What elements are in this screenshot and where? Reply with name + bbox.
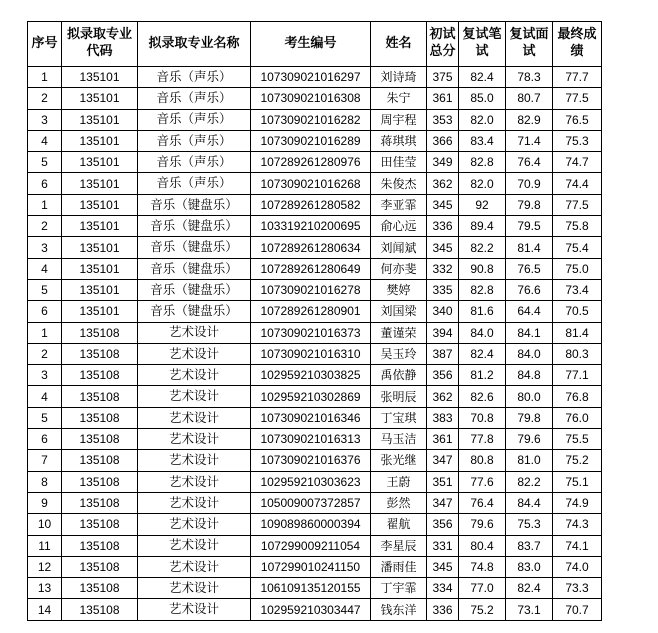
table-row: [28, 216, 602, 237]
header-prelim-total: 初试总分: [427, 22, 459, 67]
cell-retest-written: 77.6: [459, 471, 506, 492]
cell-retest-written: 77.0: [459, 578, 506, 599]
cell-major-name: 音乐（键盘乐）: [138, 194, 251, 215]
cell-retest-written: 81.2: [459, 365, 506, 386]
cell-final-score: 74.4: [553, 173, 602, 194]
cell-exam-id: 107299009211054: [251, 535, 371, 556]
cell-major-name: 艺术设计: [138, 492, 251, 513]
cell-prelim-total: 383: [427, 407, 459, 428]
cell-exam-id: 105009007372857: [251, 492, 371, 513]
table-row: [28, 599, 602, 620]
cell-major-code: 135108: [62, 514, 138, 535]
header-final-score: 最终成绩: [553, 22, 602, 67]
cell-prelim-total: 361: [427, 429, 459, 450]
cell-exam-id: 107289261280649: [251, 258, 371, 279]
cell-major-name: 音乐（声乐）: [138, 67, 251, 88]
cell-retest-written: 80.4: [459, 535, 506, 556]
cell-major-code: 135101: [62, 67, 138, 88]
cell-major-name: 艺术设计: [138, 450, 251, 471]
cell-prelim-total: 361: [427, 88, 459, 109]
cell-retest-interview: 79.6: [506, 429, 553, 450]
cell-prelim-total: 345: [427, 194, 459, 215]
table-row: [28, 365, 602, 386]
cell-seq: 13: [28, 578, 62, 599]
cell-major-code: 135108: [62, 556, 138, 577]
cell-final-score: 81.4: [553, 322, 602, 343]
cell-prelim-total: 351: [427, 471, 459, 492]
cell-retest-written: 82.4: [459, 343, 506, 364]
cell-major-name: 音乐（键盘乐）: [138, 237, 251, 258]
cell-final-score: 77.5: [553, 88, 602, 109]
cell-major-name: 艺术设计: [138, 535, 251, 556]
table-row: [28, 386, 602, 407]
cell-retest-written: 82.4: [459, 67, 506, 88]
cell-major-name: 艺术设计: [138, 556, 251, 577]
cell-major-name: 音乐（键盘乐）: [138, 279, 251, 300]
cell-major-code: 135108: [62, 407, 138, 428]
cell-seq: 3: [28, 237, 62, 258]
cell-name: 丁宝琪: [371, 407, 427, 428]
cell-major-name: 音乐（键盘乐）: [138, 301, 251, 322]
cell-final-score: 74.3: [553, 514, 602, 535]
header-seq: 序号: [28, 22, 62, 67]
cell-name: 蒋琪琪: [371, 130, 427, 151]
cell-major-name: 音乐（声乐）: [138, 130, 251, 151]
header-retest-written: 复试笔试: [459, 22, 506, 67]
table-row: [28, 492, 602, 513]
table-row: [28, 471, 602, 492]
table-row: [28, 109, 602, 130]
cell-major-name: 艺术设计: [138, 514, 251, 535]
cell-name: 翟航: [371, 514, 427, 535]
cell-seq: 9: [28, 492, 62, 513]
table-row: [28, 301, 602, 322]
cell-major-name: 音乐（键盘乐）: [138, 216, 251, 237]
cell-final-score: 73.3: [553, 578, 602, 599]
cell-seq: 4: [28, 386, 62, 407]
cell-prelim-total: 336: [427, 599, 459, 620]
cell-exam-id: 107309021016282: [251, 109, 371, 130]
cell-retest-interview: 76.4: [506, 152, 553, 173]
cell-retest-written: 82.0: [459, 173, 506, 194]
cell-exam-id: 102959210303825: [251, 365, 371, 386]
cell-name: 张明辰: [371, 386, 427, 407]
cell-major-code: 135101: [62, 130, 138, 151]
cell-name: 刘闻斌: [371, 237, 427, 258]
table-row: [28, 279, 602, 300]
cell-exam-id: 107289261280582: [251, 194, 371, 215]
cell-prelim-total: 349: [427, 152, 459, 173]
cell-retest-written: 90.8: [459, 258, 506, 279]
cell-major-code: 135101: [62, 258, 138, 279]
cell-name: 朱俊杰: [371, 173, 427, 194]
cell-major-name: 艺术设计: [138, 429, 251, 450]
cell-major-name: 艺术设计: [138, 578, 251, 599]
cell-major-name: 音乐（声乐）: [138, 88, 251, 109]
cell-final-score: 75.3: [553, 130, 602, 151]
cell-final-score: 75.5: [553, 429, 602, 450]
cell-major-name: 音乐（键盘乐）: [138, 258, 251, 279]
cell-name: 俞心远: [371, 216, 427, 237]
cell-retest-interview: 84.8: [506, 365, 553, 386]
cell-retest-interview: 79.8: [506, 194, 553, 215]
cell-prelim-total: 347: [427, 450, 459, 471]
cell-major-code: 135101: [62, 109, 138, 130]
cell-name: 何亦斐: [371, 258, 427, 279]
header-major-name: 拟录取专业名称: [138, 22, 251, 67]
cell-final-score: 70.7: [553, 599, 602, 620]
cell-prelim-total: 394: [427, 322, 459, 343]
cell-retest-written: 83.4: [459, 130, 506, 151]
cell-final-score: 76.8: [553, 386, 602, 407]
cell-final-score: 74.1: [553, 535, 602, 556]
header-retest-interview: 复试面试: [506, 22, 553, 67]
cell-seq: 5: [28, 152, 62, 173]
cell-seq: 6: [28, 301, 62, 322]
cell-major-name: 音乐（声乐）: [138, 109, 251, 130]
cell-retest-interview: 84.4: [506, 492, 553, 513]
cell-retest-interview: 84.0: [506, 343, 553, 364]
cell-retest-interview: 79.5: [506, 216, 553, 237]
cell-seq: 5: [28, 279, 62, 300]
cell-major-name: 音乐（声乐）: [138, 173, 251, 194]
cell-exam-id: 109089860000394: [251, 514, 371, 535]
cell-seq: 1: [28, 322, 62, 343]
cell-major-code: 135101: [62, 237, 138, 258]
table-row: [28, 67, 602, 88]
cell-prelim-total: 335: [427, 279, 459, 300]
cell-prelim-total: 387: [427, 343, 459, 364]
cell-major-name: 艺术设计: [138, 343, 251, 364]
cell-retest-interview: 82.4: [506, 578, 553, 599]
cell-final-score: 75.2: [553, 450, 602, 471]
cell-name: 朱宁: [371, 88, 427, 109]
cell-major-code: 135108: [62, 471, 138, 492]
table-row: [28, 535, 602, 556]
cell-retest-interview: 83.7: [506, 535, 553, 556]
cell-name: 李星辰: [371, 535, 427, 556]
cell-final-score: 76.5: [553, 109, 602, 130]
cell-retest-interview: 64.4: [506, 301, 553, 322]
cell-major-code: 135101: [62, 88, 138, 109]
cell-name: 吴玉玲: [371, 343, 427, 364]
cell-major-name: 艺术设计: [138, 407, 251, 428]
cell-exam-id: 107309021016346: [251, 407, 371, 428]
cell-name: 潘雨佳: [371, 556, 427, 577]
cell-seq: 10: [28, 514, 62, 535]
cell-final-score: 74.9: [553, 492, 602, 513]
cell-major-code: 135108: [62, 535, 138, 556]
cell-major-code: 135108: [62, 343, 138, 364]
cell-major-code: 135108: [62, 429, 138, 450]
cell-seq: 12: [28, 556, 62, 577]
cell-prelim-total: 362: [427, 173, 459, 194]
cell-prelim-total: 345: [427, 556, 459, 577]
cell-exam-id: 107289261280976: [251, 152, 371, 173]
cell-retest-interview: 76.6: [506, 279, 553, 300]
table-row: [28, 407, 602, 428]
cell-seq: 1: [28, 194, 62, 215]
cell-final-score: 76.0: [553, 407, 602, 428]
cell-prelim-total: 331: [427, 535, 459, 556]
cell-final-score: 70.5: [553, 301, 602, 322]
cell-retest-interview: 83.0: [506, 556, 553, 577]
cell-retest-written: 82.8: [459, 152, 506, 173]
cell-prelim-total: 334: [427, 578, 459, 599]
header-name: 姓名: [371, 22, 427, 67]
cell-seq: 3: [28, 109, 62, 130]
cell-major-name: 艺术设计: [138, 599, 251, 620]
table-row: [28, 450, 602, 471]
cell-name: 董谨荣: [371, 322, 427, 343]
table-row: [28, 88, 602, 109]
cell-exam-id: 107309021016289: [251, 130, 371, 151]
cell-name: 禹依静: [371, 365, 427, 386]
cell-exam-id: 106109135120155: [251, 578, 371, 599]
cell-retest-interview: 84.1: [506, 322, 553, 343]
cell-retest-written: 82.6: [459, 386, 506, 407]
cell-seq: 2: [28, 216, 62, 237]
cell-final-score: 75.4: [553, 237, 602, 258]
cell-final-score: 75.8: [553, 216, 602, 237]
table-row: [28, 258, 602, 279]
table-row: [28, 152, 602, 173]
cell-exam-id: 107309021016310: [251, 343, 371, 364]
cell-major-name: 艺术设计: [138, 322, 251, 343]
table-row: [28, 578, 602, 599]
cell-name: 彭然: [371, 492, 427, 513]
cell-prelim-total: 375: [427, 67, 459, 88]
cell-seq: 4: [28, 130, 62, 151]
admission-table: [27, 21, 602, 621]
cell-final-score: 77.1: [553, 365, 602, 386]
cell-name: 马玉洁: [371, 429, 427, 450]
cell-major-name: 音乐（声乐）: [138, 152, 251, 173]
cell-retest-written: 82.8: [459, 279, 506, 300]
cell-retest-interview: 82.2: [506, 471, 553, 492]
cell-name: 樊婷: [371, 279, 427, 300]
cell-retest-written: 77.8: [459, 429, 506, 450]
cell-seq: 5: [28, 407, 62, 428]
cell-retest-interview: 80.0: [506, 386, 553, 407]
cell-exam-id: 107309021016313: [251, 429, 371, 450]
cell-prelim-total: 362: [427, 386, 459, 407]
cell-exam-id: 102959210303623: [251, 471, 371, 492]
cell-seq: 14: [28, 599, 62, 620]
cell-final-score: 75.1: [553, 471, 602, 492]
cell-exam-id: 107309021016268: [251, 173, 371, 194]
cell-retest-written: 82.2: [459, 237, 506, 258]
cell-major-name: 艺术设计: [138, 386, 251, 407]
cell-exam-id: 102959210302869: [251, 386, 371, 407]
cell-name: 李亚霏: [371, 194, 427, 215]
cell-retest-written: 74.8: [459, 556, 506, 577]
cell-major-code: 135108: [62, 599, 138, 620]
cell-retest-written: 85.0: [459, 88, 506, 109]
cell-final-score: 74.7: [553, 152, 602, 173]
cell-seq: 2: [28, 88, 62, 109]
cell-prelim-total: 336: [427, 216, 459, 237]
table-row: [28, 194, 602, 215]
cell-retest-written: 75.2: [459, 599, 506, 620]
cell-name: 钱东洋: [371, 599, 427, 620]
cell-retest-written: 80.8: [459, 450, 506, 471]
cell-major-code: 135108: [62, 450, 138, 471]
table-row: [28, 237, 602, 258]
cell-seq: 11: [28, 535, 62, 556]
cell-retest-interview: 82.9: [506, 109, 553, 130]
table-row: [28, 514, 602, 535]
cell-exam-id: 107309021016308: [251, 88, 371, 109]
cell-final-score: 73.4: [553, 279, 602, 300]
cell-prelim-total: 366: [427, 130, 459, 151]
cell-prelim-total: 356: [427, 514, 459, 535]
cell-final-score: 77.5: [553, 194, 602, 215]
cell-retest-written: 89.4: [459, 216, 506, 237]
cell-final-score: 80.3: [553, 343, 602, 364]
cell-retest-written: 76.4: [459, 492, 506, 513]
cell-prelim-total: 332: [427, 258, 459, 279]
table-row: [28, 429, 602, 450]
cell-exam-id: 107309021016376: [251, 450, 371, 471]
cell-prelim-total: 356: [427, 365, 459, 386]
cell-prelim-total: 353: [427, 109, 459, 130]
cell-exam-id: 107289261280901: [251, 301, 371, 322]
cell-name: 田佳莹: [371, 152, 427, 173]
cell-name: 张光继: [371, 450, 427, 471]
cell-major-code: 135101: [62, 173, 138, 194]
cell-prelim-total: 340: [427, 301, 459, 322]
cell-retest-written: 79.6: [459, 514, 506, 535]
cell-retest-interview: 73.1: [506, 599, 553, 620]
cell-name: 王蔚: [371, 471, 427, 492]
cell-major-code: 135101: [62, 301, 138, 322]
cell-seq: 3: [28, 365, 62, 386]
cell-retest-interview: 78.3: [506, 67, 553, 88]
cell-major-name: 艺术设计: [138, 471, 251, 492]
cell-final-score: 75.0: [553, 258, 602, 279]
cell-seq: 2: [28, 343, 62, 364]
cell-retest-written: 92: [459, 194, 506, 215]
cell-retest-interview: 80.7: [506, 88, 553, 109]
cell-exam-id: 102959210303447: [251, 599, 371, 620]
cell-seq: 4: [28, 258, 62, 279]
cell-seq: 8: [28, 471, 62, 492]
cell-exam-id: 103319210200695: [251, 216, 371, 237]
cell-exam-id: 107309021016278: [251, 279, 371, 300]
cell-seq: 6: [28, 173, 62, 194]
cell-final-score: 74.0: [553, 556, 602, 577]
cell-retest-interview: 70.9: [506, 173, 553, 194]
cell-seq: 7: [28, 450, 62, 471]
cell-major-code: 135108: [62, 365, 138, 386]
table-row: [28, 343, 602, 364]
cell-retest-interview: 76.5: [506, 258, 553, 279]
cell-name: 周宇程: [371, 109, 427, 130]
cell-retest-interview: 71.4: [506, 130, 553, 151]
cell-major-code: 135101: [62, 279, 138, 300]
cell-major-code: 135101: [62, 152, 138, 173]
header-row: [28, 22, 602, 67]
cell-name: 刘诗琦: [371, 67, 427, 88]
cell-retest-written: 81.6: [459, 301, 506, 322]
cell-retest-interview: 79.8: [506, 407, 553, 428]
table-row: [28, 173, 602, 194]
cell-seq: 1: [28, 67, 62, 88]
cell-retest-written: 82.0: [459, 109, 506, 130]
cell-retest-written: 84.0: [459, 322, 506, 343]
cell-prelim-total: 345: [427, 237, 459, 258]
cell-major-code: 135101: [62, 194, 138, 215]
cell-prelim-total: 347: [427, 492, 459, 513]
cell-exam-id: 107309021016373: [251, 322, 371, 343]
cell-name: 丁宇霏: [371, 578, 427, 599]
cell-major-code: 135108: [62, 578, 138, 599]
cell-name: 刘国梁: [371, 301, 427, 322]
cell-exam-id: 107289261280634: [251, 237, 371, 258]
table-row: [28, 556, 602, 577]
cell-major-code: 135108: [62, 492, 138, 513]
table-body: [28, 67, 602, 621]
cell-retest-interview: 81.4: [506, 237, 553, 258]
cell-retest-written: 70.8: [459, 407, 506, 428]
table-row: [28, 322, 602, 343]
cell-major-code: 135101: [62, 216, 138, 237]
cell-final-score: 77.7: [553, 67, 602, 88]
cell-retest-interview: 81.0: [506, 450, 553, 471]
cell-major-code: 135108: [62, 322, 138, 343]
table-row: [28, 130, 602, 151]
cell-major-code: 135108: [62, 386, 138, 407]
cell-retest-interview: 75.3: [506, 514, 553, 535]
cell-exam-id: 107309021016297: [251, 67, 371, 88]
cell-major-name: 艺术设计: [138, 365, 251, 386]
header-exam-id: 考生编号: [251, 22, 371, 67]
cell-seq: 6: [28, 429, 62, 450]
header-major-code: 拟录取专业代码: [62, 22, 138, 67]
cell-exam-id: 107299010241150: [251, 556, 371, 577]
